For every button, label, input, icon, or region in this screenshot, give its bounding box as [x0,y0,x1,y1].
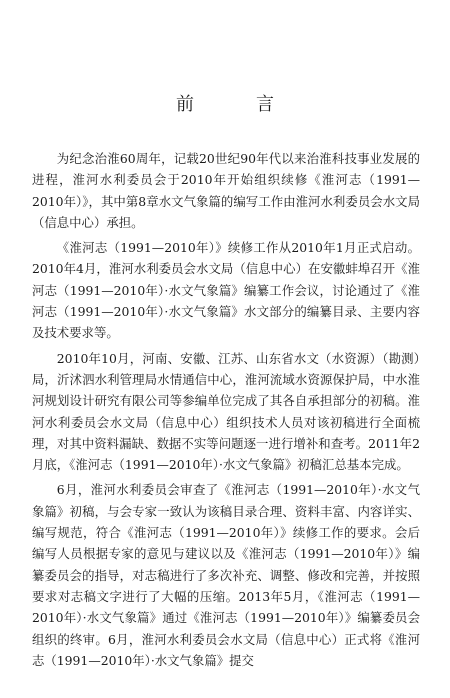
document-body [32,148,420,675]
paragraph-4: 6月，淮河水利委员会审查了《淮河志（1991—2010年）·水文气象篇》初稿，与会专家一致认为该稿目录合理、资料丰富、内容详实、编写规范，符合《淮河志（1991—2010年）》续修工作的要求。会后编写人员根据专家的意见与建议以及《淮河志（1991—2010年）》编纂委员会的指导，对志稿进行了多次补充、调整、修改和完善，并按照要求对志稿文字进行了大幅的压缩。2013年5月，《淮河志（1991—2010年）·水文气象篇》通过《淮河志（1991—2010年）》编纂委员会组织的终审。6月，淮河水利委员会水文局（信息中心）正式将《淮河志（1991—2010年）·水文气象篇》提交 [32,482,420,668]
paragraph-1: 为纪念治淮60周年，记载20世纪90年代以来治淮科技事业发展的进程，淮河水利委员会于2010年开始组织续修《淮河志（1991—2010年）》，其中第8章水文气象篇的编写工作由淮河水利委员会水文局（信息中心）承担。 [32,151,420,230]
paragraph-2: 《淮河志（1991—2010年）》续修工作从2010年1月正式启动。2010年4月，淮河水利委员会水文局（信息中心）在安徽蚌埠召开《淮河志（1991—2010年）·水文气象篇》编纂工作会议，讨论通过了《淮河志（1991—2010年）·水文气象篇》水文部分的编纂目录、主要内容及技术要求等。 [32,240,420,341]
paragraph-3: 2010年10月，河南、安徽、江苏、山东省水文（水资源）（勘测）局，沂沭泗水利管理局水情通信中心，淮河流域水资源保护局，中水淮河规划设计研究有限公司等参编单位完成了其各自承担部分的初稿。淮河水利委员会水文局（信息中心）组织技术人员对该初稿进行全面梳理，对其中资料漏缺、数据不实等问题逐一进行增补和查考。2011年2月底，《淮河志（1991—2010年）·水文气象篇》初稿汇总基本完成。 [32,350,420,473]
page-title: 前 言 [176,94,296,115]
